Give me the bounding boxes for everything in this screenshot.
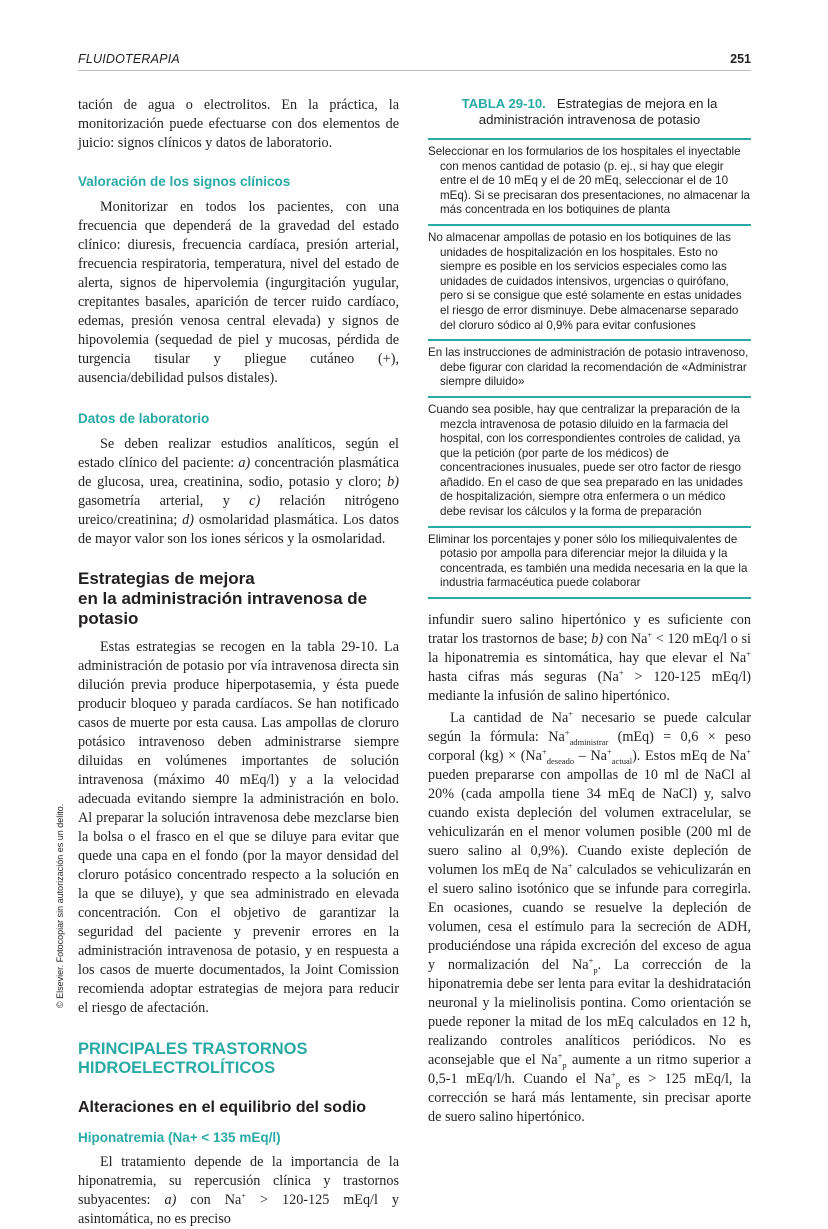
- running-title: FLUIDOTERAPIA: [78, 52, 180, 66]
- page-header: [78, 52, 751, 66]
- lab-paragraph: Se deben realizar estudios analíticos, según el estado clínico del paciente: a) concentración plasmática de glucosa, urea, creatinina, sodio, potasio y cloro; b) gasometría arterial, y c) relación nitrógeno ureico/creatinina; d) osmolaridad plasmática. Los datos de mayor valor son los iones séricos y la osmolaridad.: [78, 436, 399, 547]
- lab-heading: Datos de laboratorio: [78, 411, 210, 426]
- table-row: Eliminar los porcentajes y poner sólo los miliequivalentes de potasio por ampolla para diferenciar mejor la diluida y la concentrada, es también una medida necesaria en la que la industria farmacéutica puede colaborar: [428, 528, 751, 599]
- table-row: No almacenar ampollas de potasio en los botiquines de las unidades de hospitalización en los hospitales. Esto no siempre es posible en los servicios especiales como las unidades de cuidados intensivos, urgencias o quirófano, pero si se consigue que esté solamente en estas unidades el riesgo de error disminuye. Debe almacenarse separado del cloruro sódico al 0,9% para evitar confusiones: [428, 226, 751, 341]
- right-paragraph-2: La cantidad de Na+ necesario se puede calcular según la fórmula: $Na^+_{administrar}$ (mEq) = 0,6 × peso corporal $(kg) \times (Na^+_{deseado} - Na^+_{actual})$. Estos mEq de Na+ pueden prepararse con ampollas de 10 ml de NaCl al 20% (cada ampolla tiene 34 mEq de NaCl) y, salvo cuando exista depleción del volumen extracelular, se vehiculizarán en el menor volumen posible (200 ml de suero salino al 0,9%). Cuando existe depleción de volumen los mEq de Na+ calculados se vehiculizarán en el suero salino isotónico que se infunde para corregirla. En ocasiones, cuando se resuelve la depleción de volumen, cesa el estímulo para la secreción de ADH, produciéndose una rápida excreción del exceso de agua y normalización del $Na^+_p$. La corrección de la hiponatremia debe ser lenta para evitar la deshidratación neuronal y la mielinolisis pontina. Como orientación se puede reponer la mitad de los mEq calculados en 12 h, realizando controles analíticos periódicos. No es aconsejable que el $Na^+_p$ aumente a un ritmo superior a 0,5-1 mEq/l/h. Cuando el $Na^+_p$ es > 125 mEq/l, la corrección se hará más lentamente, sin precisar aporte de suero salino hipertónico.: [428, 708, 752, 1125]
- strategy-paragraph: Estas estrategias se recogen en la tabla 29-10. La administración de potasio por vía intravenosa directa sin dilución previa produce hiperpotasemia, y ésta puede producir bloqueo y parada cardíacos. Se han notificado casos de muerte por esta causa. Las ampollas de cloruro potásico intravenoso deben administrarse siempre diluidas en volúmenes importantes de solución intravenosa (máximo 40 mEq/l) y a la velocidad adecuada evitando siempre la administración en bolo. Al preparar la solución intravenosa debe mezclarse bien la bolsa o el frasco en el que se diluye para evitar que quede una capa en el fondo (por la mayor densidad del cloruro potásico concentrado respecto a la solución en la que se diluye), y que sea administrado en elevada concentración. Con el objetivo de garantizar la seguridad del paciente y prevenir errores en la administración intravenosa de potasio, y en respuesta a los casos de muerte documentados, la Joint Comission recomienda adoptar estrategias de mejora para reducir el riesgo de afectación.: [78, 639, 399, 1016]
- table-row: Seleccionar en los formularios de los hospitales el inyectable con menos cantidad de potasio (p. ej., si hay que elegir entre el de 10 mEq y el de 20 mEq, seleccionar el de 10 mEq). Si se precisaran dos presentaciones, no almacenar la más concentrada en los botiquines de planta: [428, 140, 751, 226]
- hyponatremia-heading: Hiponatremia (Na+ < 135 mEq/l): [78, 1130, 281, 1145]
- strategy-heading: Estrategias de mejora en la administración intravenosa de potasio: [78, 569, 368, 628]
- table-number: TABLA 29-10.: [461, 96, 546, 111]
- clinical-heading: Valoración de los signos clínicos: [78, 174, 291, 189]
- page-number: 251: [730, 52, 751, 66]
- header-divider: [78, 70, 751, 71]
- hyponatremia-paragraph: El tratamiento depende de la importancia de la hiponatremia, su repercusión clínica y trastornos subyacentes: a) con Na+ > 120-125 mEq/l y asintomática, no es preciso: [78, 1154, 399, 1227]
- right-paragraph-1: infundir suero salino hipertónico y es suficiente con tratar los trastornos de base; b) con Na+ < 120 mEq/l o si la hiponatremia es sintomática, hay que elevar el Na+ hasta cifras más seguras (Na+ > 120-125 mEq/l) mediante la infusión de salino hipertónico.: [428, 612, 751, 704]
- intro-paragraph: tación de agua o electrolitos. En la práctica, la monitorización puede efectuarse con dos elementos de juicio: signos clínicos y datos de laboratorio.: [78, 97, 399, 151]
- table-caption: [428, 96, 751, 138]
- table-29-10: [428, 96, 751, 599]
- table-title: Estrategias de mejora en la administración intravenosa de potasio: [478, 96, 718, 127]
- clinical-paragraph: Monitorizar en todos los pacientes, con una frecuencia que dependerá de la gravedad del estado clínico: diuresis, frecuencia cardíaca, presión arterial, frecuencia respiratoria, temperatura, nivel del estado de alerta, signos de hipervolemia (ingurgitación yugular, crepitantes basales, aparición de tercer ruido cardíaco, edemas, presión venosa central elevada) y signos de hipovolemia (sequedad de piel y mucosas, pérdida de turgencia tisular y pliegue cutáneo (+), ausencia/debilidad pulsos distales).: [78, 199, 399, 386]
- table-row: Cuando sea posible, hay que centralizar la preparación de la mezcla intravenosa de potasio diluido en la farmacia del hospital, con los correspondientes controles de calidad, ya que la petición (por parte de los médicos) de concentraciones inusuales, puede ser otro factor de riesgo añadido. En el caso de que sea preparado en las unidades de hospitalización, siempre otra enfermera o un médico debe revisar los cálculos y la forma de preparación: [428, 398, 751, 528]
- sodium-heading: Alteraciones en el equilibrio del sodio: [78, 1099, 367, 1116]
- right-column: [428, 611, 751, 1127]
- left-column: [78, 96, 399, 1229]
- table-row: En las instrucciones de administración de potasio intravenoso, debe figurar con claridad la recomendación de «Administrar siempre diluido»: [428, 341, 751, 398]
- major-heading: PRINCIPALES TRASTORNOS HIDROELECTROLÍTICOS: [78, 1040, 308, 1077]
- copyright-note: © Elsevier. Fotocopiar sin autorización es un delito.: [55, 803, 65, 1008]
